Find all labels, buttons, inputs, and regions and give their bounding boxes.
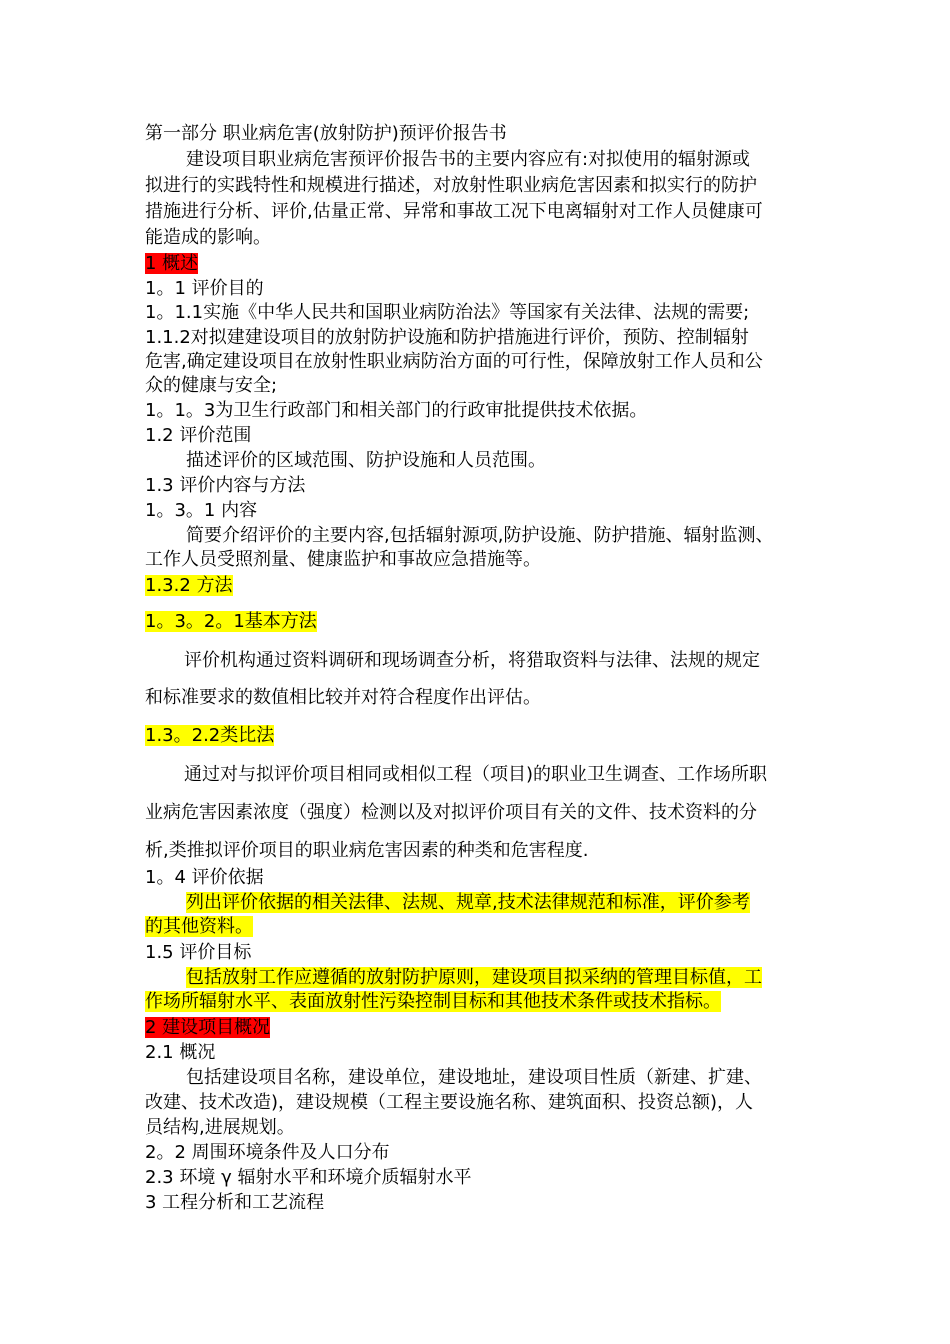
section-1-1: 1。1 评价目的	[145, 278, 264, 299]
intro-line: 能造成的影响。	[145, 227, 271, 248]
section-2-1-text-line: 员结构,进展规划。	[145, 1117, 295, 1138]
section-1-1-1: 1。1.1实施《中华人民共和国职业病防治法》等国家有关法律、法规的需要;	[145, 302, 750, 323]
section-1-1-2-line: 众的健康与安全;	[145, 375, 278, 396]
section-2-3: 2.3 环境 γ 辐射水平和环境介质辐射水平	[145, 1167, 472, 1188]
section-2-1-text-line: 包括建设项目名称，建设单位，建设地址，建设项目性质（新建、扩建、	[186, 1067, 762, 1088]
intro-line: 措施进行分析、评价,估量正常、异常和事故工况下电离辐射对工作人员健康可	[145, 201, 763, 222]
intro-line: 建设项目职业病危害预评价报告书的主要内容应有:对拟使用的辐射源或	[186, 149, 751, 170]
section-1-4-text-line: 的其他资料。	[145, 916, 253, 937]
section-1-3: 1.3 评价内容与方法	[145, 475, 306, 496]
section-1-4-text-line: 列出评价依据的相关法律、法规、规章,技术法律规范和标准，评价参考	[186, 892, 750, 913]
section-2-1: 2.1 概况	[145, 1042, 216, 1063]
section-1-3-2-2: 1.3。2.2类比法	[145, 725, 275, 746]
section-1-3-2-1-text-line: 评价机构通过资料调研和现场调查分析，将猎取资料与法律、法规的规定	[184, 650, 760, 671]
intro-line: 拟进行的实践特性和规模进行描述，对放射性职业病危害因素和拟实行的防护	[145, 175, 757, 196]
section-1-5-text-line: 作场所辐射水平、表面放射性污染控制目标和其他技术条件或技术指标。	[145, 991, 721, 1012]
section-1-3-2-2-text-line: 通过对与拟评价项目相同或相似工程（项目)的职业卫生调查、工作场所职	[184, 764, 768, 785]
section-heading-1: 1 概述	[145, 253, 199, 274]
section-1-5: 1.5 评价目标	[145, 942, 252, 963]
section-1-3-1-text-line: 工作人员受照剂量、健康监护和事故应急措施等。	[145, 549, 541, 570]
section-1-2-text: 描述评价的区域范围、防护设施和人员范围。	[186, 450, 546, 471]
section-heading-2: 2 建设项目概况	[145, 1017, 271, 1038]
section-1-3-2-1: 1。3。2。1基本方法	[145, 611, 317, 632]
section-2-2: 2。2 周围环境条件及人口分布	[145, 1142, 390, 1163]
section-1-1-3: 1。1。3为卫生行政部门和相关部门的行政审批提供技术依据。	[145, 400, 648, 421]
section-1-3-1: 1。3。1 内容	[145, 500, 258, 521]
section-heading-3: 3 工程分析和工艺流程	[145, 1192, 325, 1213]
section-1-3-2-1-text-line: 和标准要求的数值相比较并对符合程度作出评估。	[145, 687, 541, 708]
section-1-3-2-2-text-line: 业病危害因素浓度（强度）检测以及对拟评价项目有关的文件、技术资料的分	[145, 802, 757, 823]
section-1-1-2-line: 1.1.2对拟建建设项目的放射防护设施和防护措施进行评价，预防、控制辐射	[145, 327, 749, 348]
document-title: 第一部分 职业病危害(放射防护)预评价报告书	[145, 123, 507, 144]
section-1-5-text-line: 包括放射工作应遵循的放射防护原则，建设项目拟采纳的管理目标值，工	[186, 967, 762, 988]
section-1-2: 1.2 评价范围	[145, 425, 252, 446]
section-2-1-text-line: 改建、技术改造)，建设规模（工程主要设施名称、建筑面积、投资总额)，人	[145, 1092, 754, 1113]
section-1-4: 1。4 评价依据	[145, 867, 264, 888]
section-1-1-2-line: 危害,确定建设项目在放射性职业病防治方面的可行性，保障放射工作人员和公	[145, 351, 763, 372]
section-1-3-2-2-text-line: 析,类推拟评价项目的职业病危害因素的种类和危害程度.	[145, 840, 589, 861]
section-1-3-2: 1.3.2 方法	[145, 575, 233, 596]
section-1-3-1-text-line: 简要介绍评价的主要内容,包括辐射源项,防护设施、防护措施、辐射监测、	[186, 525, 774, 546]
